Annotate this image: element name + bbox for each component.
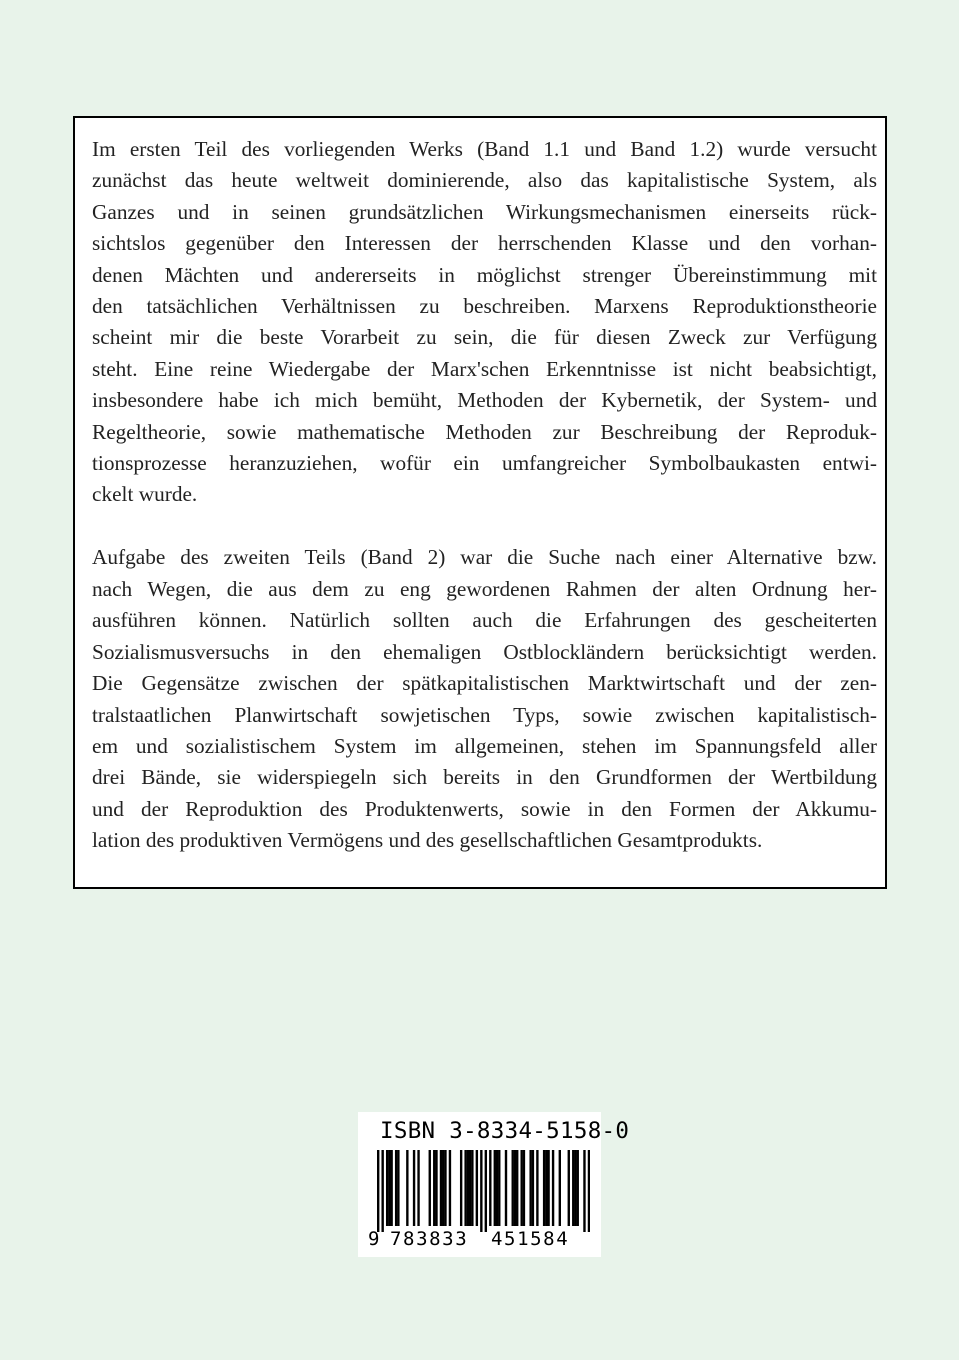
barcode-bar: [444, 1150, 446, 1226]
text-line: drei Bände, sie widerspiegeln sich bereits in den Grundformen der Wertbildung: [92, 765, 877, 790]
barcode-bar: [442, 1150, 444, 1226]
ean-left-digits: 783833: [390, 1228, 469, 1250]
barcode-bar: [577, 1150, 579, 1226]
barcode-bar: [469, 1150, 471, 1226]
barcode-bar: [583, 1150, 585, 1232]
text-line: ckelt wurde.: [92, 482, 198, 507]
barcode-bar: [471, 1150, 473, 1226]
blurb-text-box: [73, 116, 887, 889]
barcode-bar: [406, 1150, 408, 1226]
barcode-bars: [368, 1150, 590, 1232]
text-line: insbesondere habe ich mich bemüht, Methoden der Kybernetik, der System- und: [92, 388, 877, 413]
ean-first-digit: 9: [368, 1228, 380, 1250]
barcode-bar: [498, 1150, 500, 1226]
barcode-bar: [440, 1150, 442, 1226]
text-line: tionsprozesse heranzuziehen, wofür ein umfangreicher Symbolbaukasten entwi-: [92, 451, 877, 476]
isbn-label: ISBN 3-8334-5158-0: [380, 1118, 630, 1144]
barcode-bar: [417, 1150, 419, 1226]
text-line: tralstaatlichen Planwirtschaft sowjetischen Typs, sowie zwischen kapitalistisch-: [92, 702, 877, 727]
barcode-bar: [386, 1150, 388, 1226]
barcode-bar: [381, 1150, 383, 1232]
text-line: steht. Eine reine Wiedergabe der Marx'schen Erkenntnisse ist nicht beabsichtigt,: [92, 356, 877, 381]
text-line: scheint mir die beste Vorarbeit zu sein, die für diesen Zweck zur Verfügung: [92, 325, 877, 350]
barcode-bar: [568, 1150, 570, 1226]
barcode-bar: [485, 1150, 487, 1232]
barcode-bar: [559, 1150, 561, 1226]
barcode-bar: [397, 1150, 399, 1226]
barcode-bar: [494, 1150, 496, 1226]
text-line: denen Mächten und andererseits in möglichst strenger Übereinstimmung mit: [92, 262, 877, 287]
barcode-bar: [588, 1150, 590, 1232]
barcode-bar: [395, 1150, 397, 1226]
barcode-bar: [433, 1150, 435, 1226]
ean-right-digits: 451584: [491, 1228, 570, 1250]
barcode-bar: [476, 1150, 478, 1226]
text-line: em und sozialistischem System im allgemeinen, stehen im Spannungsfeld aller: [92, 733, 877, 758]
isbn-barcode: [358, 1112, 630, 1257]
barcode-bar: [545, 1150, 547, 1226]
blurb-paragraph-1: [92, 134, 877, 511]
barcode-bar: [388, 1150, 390, 1226]
barcode-bar: [514, 1150, 516, 1226]
text-line: Sozialismusversuchs in den ehemaligen Ostblockländern berücksichtigt werden.: [92, 639, 877, 664]
text-line: nach Wegen, die aus dem zu eng gewordenen Rahmen der alten Ordnung her-: [92, 576, 877, 601]
barcode-bar: [547, 1150, 549, 1226]
barcode-bar: [516, 1150, 518, 1226]
barcode-bar: [496, 1150, 498, 1226]
text-line: lation des produktiven Vermögens und des gesellschaftlichen Gesamtprodukts.: [92, 828, 763, 853]
barcode-bar: [480, 1150, 482, 1232]
blurb-paragraph-2: [92, 542, 877, 856]
barcode-bar: [520, 1150, 522, 1226]
text-line: ausführen können. Natürlich sollten auch die Erfahrungen des gescheiterten: [92, 608, 877, 633]
barcode-bar: [512, 1150, 514, 1226]
barcode-bar: [505, 1150, 507, 1226]
barcode-bar: [536, 1150, 538, 1226]
text-line: sichtslos gegenüber den Interessen der herrschenden Klasse und den vorhan-: [92, 231, 877, 256]
text-line: den tatsächlichen Verhältnissen zu beschreiben. Marxens Reproduktionstheorie: [92, 294, 877, 319]
barcode-bar: [543, 1150, 545, 1226]
barcode-bar: [435, 1150, 437, 1226]
text-line: und der Reproduktion des Produktenwerts, sowie in den Formen der Akkumu-: [92, 796, 877, 821]
barcode-bar: [377, 1150, 379, 1232]
barcode-bar: [429, 1150, 431, 1226]
text-line: Regeltheorie, sowie mathematische Methoden zur Beschreibung der Reproduk-: [92, 419, 877, 444]
barcode-bar: [572, 1150, 574, 1226]
text-line: Aufgabe des zweiten Teils (Band 2) war die Suche nach einer Alternative bzw.: [92, 545, 877, 570]
text-line: Ganzes und in seinen grundsätzlichen Wirkungsmechanismen einerseits rück-: [92, 199, 877, 224]
barcode-bar: [449, 1150, 451, 1226]
barcode-bar: [552, 1150, 554, 1226]
barcode-bar: [489, 1150, 491, 1226]
text-line: Die Gegensätze zwischen der spätkapitalistischen Marktwirtschaft und der zen-: [92, 671, 877, 696]
barcode-bar: [532, 1150, 534, 1226]
barcode-bar: [464, 1150, 466, 1226]
text-line: Im ersten Teil des vorliegenden Werks (Band 1.1 und Band 1.2) wurde versucht: [92, 137, 877, 161]
paragraph-gap: [92, 511, 877, 543]
text-line: zunächst das heute weltweit dominierende, also das kapitalistische System, als: [92, 168, 877, 193]
barcode-bar: [574, 1150, 576, 1226]
barcode-bar: [413, 1150, 415, 1226]
ean-digits: [368, 1228, 590, 1250]
barcode-bar: [529, 1150, 531, 1226]
barcode-bar: [460, 1150, 462, 1226]
barcode-bar: [390, 1150, 392, 1226]
barcode-bar: [523, 1150, 525, 1226]
barcode-bar: [467, 1150, 469, 1226]
